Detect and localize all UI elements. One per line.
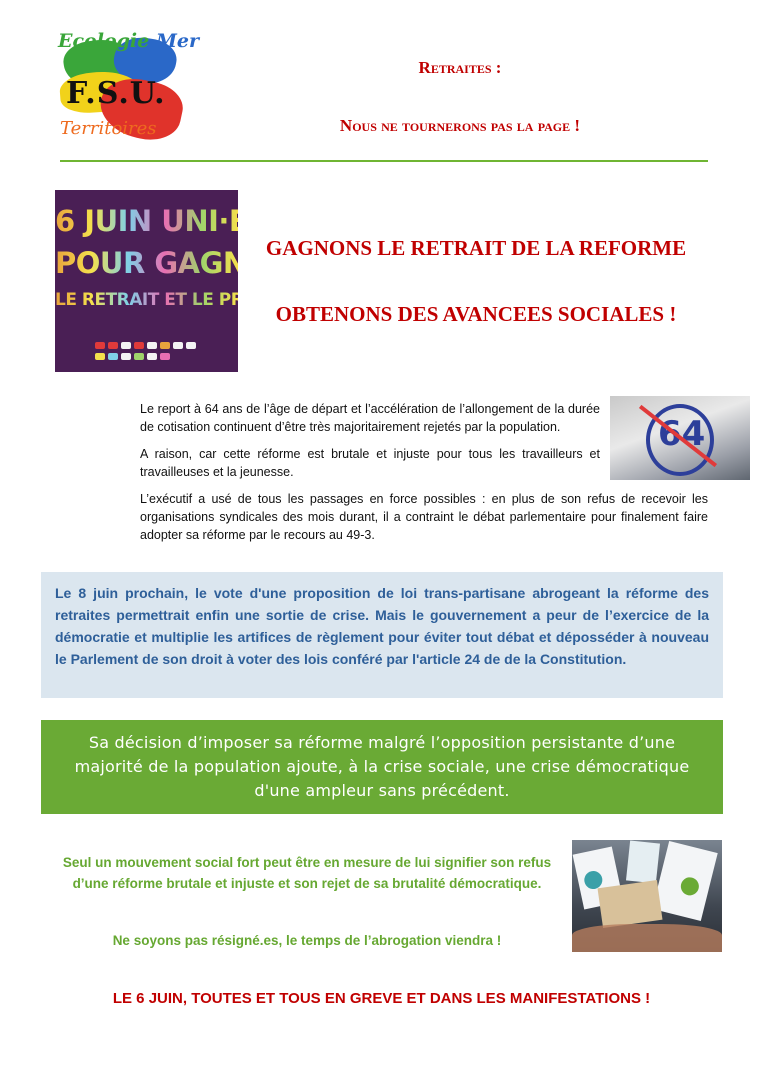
photo-number: 64 xyxy=(658,414,706,454)
green-paragraph-mouvement: Seul un mouvement social fort peut être en mesure de lui signifier son refus d’une réforme brutale et injuste et son rejet de sa brutalité démocratique. xyxy=(62,855,552,891)
header-line-1: Retraites : xyxy=(418,58,502,77)
green-box-text: Sa décision d’imposer sa réforme malgré l’opposition persistante d’une majorité de la population ajoute, à la crise sociale, une crise démocratique d'une ampleur sans précédent. xyxy=(74,733,690,800)
blue-box-text: Le 8 juin prochain, le vote d'une proposition de loi trans-partisane abrogeant la réforme des retraites permettrait enfin une sortie de crise. Mais le gouvernement a peur de l’exercice de la démocratie et multiplie les artifices de règlement pour éviter tout débat et déposséder à nouveau le Parlement de son droit à voter des lois conféré par l'article 24 de de la Constitution. xyxy=(55,585,709,667)
header-divider xyxy=(60,160,708,162)
union-logos xyxy=(95,342,205,360)
poster-line-1: 6 JUIN UNI·ES xyxy=(55,204,269,238)
demonstration-photo xyxy=(572,840,722,952)
blue-info-box xyxy=(41,572,723,698)
title-retrait: GAGNONS LE RETRAIT DE LA REFORME xyxy=(265,236,687,260)
poster-line-2: POUR GAGNER xyxy=(55,246,288,280)
flag-center xyxy=(626,841,660,884)
photo-64-crossed xyxy=(610,396,750,480)
crowd-hands xyxy=(572,924,722,952)
bottom-call-to-action: LE 6 JUIN, TOUTES ET TOUS EN GREVE ET DANS LES MANIFESTATIONS ! xyxy=(112,990,651,1007)
title-avancees: OBTENONS DES AVANCEES SOCIALES ! xyxy=(275,302,677,326)
flag-right xyxy=(652,841,717,921)
green-paragraph-resignes: Ne soyons pas résigné.es, le temps de l’abrogation viendra ! xyxy=(112,933,502,948)
paragraph-executif: L’exécutif a usé de tous les passages en force possibles : en plus de son refus de recevoir les organisations syndicales des mois durant, il a contraint le débat parlementaire pour finalement faire adopter sa réforme par le recours au 49-3. xyxy=(140,492,708,542)
logo-main-text: F.S.U. xyxy=(66,76,166,111)
green-highlight-box xyxy=(41,720,723,814)
paragraph-report-64: Le report à 64 ans de l’âge de départ et l’accélération de l’allongement de la durée de cotisation continuent d’être très majoritairement rejetés par la population. xyxy=(140,402,600,434)
protest-sign xyxy=(598,880,663,928)
header-line-2: Nous ne tournerons pas la page ! xyxy=(339,116,581,135)
logo-top-text: Ecologie Mer xyxy=(58,30,199,52)
poster-line-3: LE RETRAIT ET LE PROGRÈS xyxy=(55,290,307,310)
fsu-logo xyxy=(56,22,199,147)
logo-bottom-text: Territoires xyxy=(60,118,157,139)
strike-poster-image xyxy=(55,190,307,372)
paragraph-a-raison: A raison, car cette réforme est brutale et injuste pour tous les travailleurs et travailleuses et la jeunesse. xyxy=(140,447,600,479)
